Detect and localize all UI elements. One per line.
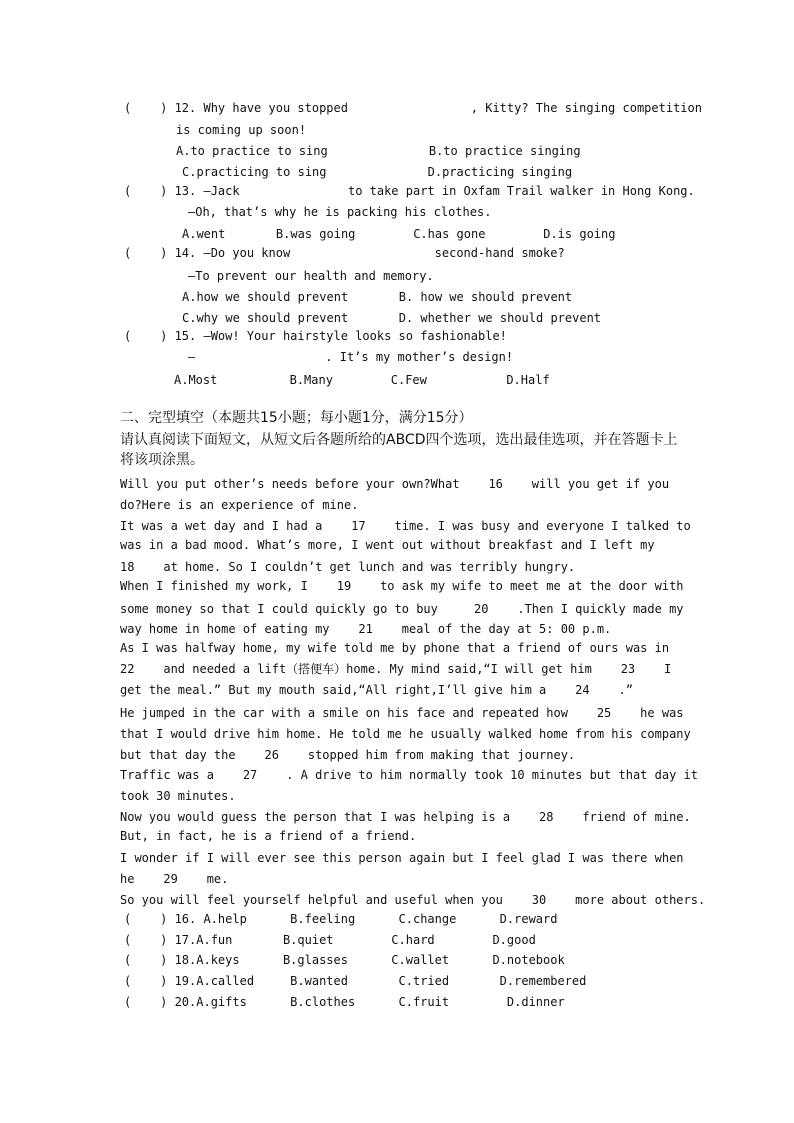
question-12-options-ab: A.to practice to sing B.to practice singing: [176, 144, 581, 158]
question-15-stem: ( ) 15. —Wow! Your hairstyle looks so fashionable!: [124, 329, 507, 343]
question-12-stem-cont: is coming up soon!: [176, 123, 307, 137]
passage-line: do?Here is an experience of mine.: [120, 498, 359, 512]
question-13-stem: ( ) 13. —Jack to take part in Oxfam Trail walker in Hong Kong.: [124, 184, 695, 198]
passage-line: Now you would guess the person that I was helping is a 28 friend of mine.: [120, 810, 691, 824]
passage-line: but that day the 26 stopped him from making that journey.: [120, 748, 576, 762]
passage-line: But, in fact, he is a friend of a friend.: [120, 829, 417, 843]
passage-line: get the meal.” But my mouth said,“All right,I’ll give him a 24 .”: [120, 683, 633, 697]
question-15-options: A.Most B.Many C.Few D.Half: [174, 373, 550, 387]
passage-line: I wonder if I will ever see this person again but I feel glad I was there when: [120, 851, 684, 865]
question-14-options-cd: C.why we should prevent D. whether we should prevent: [182, 311, 602, 325]
question-14-stem: ( ) 14. —Do you know second-hand smoke?: [124, 246, 565, 260]
passage-line: It was a wet day and I had a 17 time. I was busy and everyone I talked to: [120, 519, 691, 533]
passage-line: way home in home of eating my 21 meal of the day at 5: 00 p.m.: [120, 622, 612, 636]
question-14-options-ab: A.how we should prevent B. how we should prevent: [182, 290, 573, 304]
question-19-options: ( ) 19.A.called B.wanted C.tried D.remembered: [124, 974, 587, 988]
question-14-reply: —To prevent our health and memory.: [188, 269, 434, 283]
section-2-instruction: 请认真阅读下面短文，从短文后各题所给的ABCD四个选项，选出最佳选项，并在答题卡上: [120, 432, 678, 448]
section-2-title: 二、完型填空（本题共15小题；每小题1分，满分15分）: [120, 410, 473, 426]
passage-line: was in a bad mood. What’s more, I went out without breakfast and I left my: [120, 538, 655, 552]
question-17-options: ( ) 17.A.fun B.quiet C.hard D.good: [124, 933, 536, 947]
passage-line: As I was halfway home, my wife told me by phone that a friend of ours was in: [120, 641, 670, 655]
section-2-instruction-cont: 将该项涂黑。: [120, 452, 204, 468]
question-13-options: A.went B.was going C.has gone D.is going: [182, 227, 616, 241]
passage-line: Traffic was a 27 . A drive to him normally took 10 minutes but that day it: [120, 768, 698, 782]
passage-line: he 29 me.: [120, 872, 229, 886]
question-16-options: ( ) 16. A.help B.feeling C.change D.reward: [124, 912, 558, 926]
question-12-options-cd: C.practicing to sing D.practicing singing: [182, 165, 573, 179]
question-15-reply: — . It’s my mother’s design!: [188, 350, 514, 364]
passage-line: When I finished my work, I 19 to ask my wife to meet me at the door with: [120, 579, 684, 593]
passage-line: that I would drive him home. He told me he usually walked home from his company: [120, 727, 691, 741]
passage-line: He jumped in the car with a smile on his face and repeated how 25 he was: [120, 706, 684, 720]
passage-line: 22 and needed a lift（搭便车）home. My mind said,“I will get him 23 I: [120, 662, 672, 676]
passage-line: some money so that I could quickly go to buy 20 .Then I quickly made my: [120, 602, 684, 616]
question-13-reply: —Oh, that’s why he is packing his clothes.: [188, 205, 492, 219]
passage-line: took 30 minutes.: [120, 789, 236, 803]
question-12-stem: ( ) 12. Why have you stopped , Kitty? The singing competition: [124, 101, 702, 115]
question-18-options: ( ) 18.A.keys B.glasses C.wallet D.notebook: [124, 953, 565, 967]
passage-line: So you will feel yourself helpful and useful when you 30 more about others.: [120, 893, 706, 907]
passage-line: Will you put other’s needs before your own?What 16 will you get if you: [120, 477, 670, 491]
passage-line: 18 at home. So I couldn’t get lunch and was terribly hungry.: [120, 560, 576, 574]
question-20-options: ( ) 20.A.gifts B.clothes C.fruit D.dinner: [124, 995, 565, 1009]
